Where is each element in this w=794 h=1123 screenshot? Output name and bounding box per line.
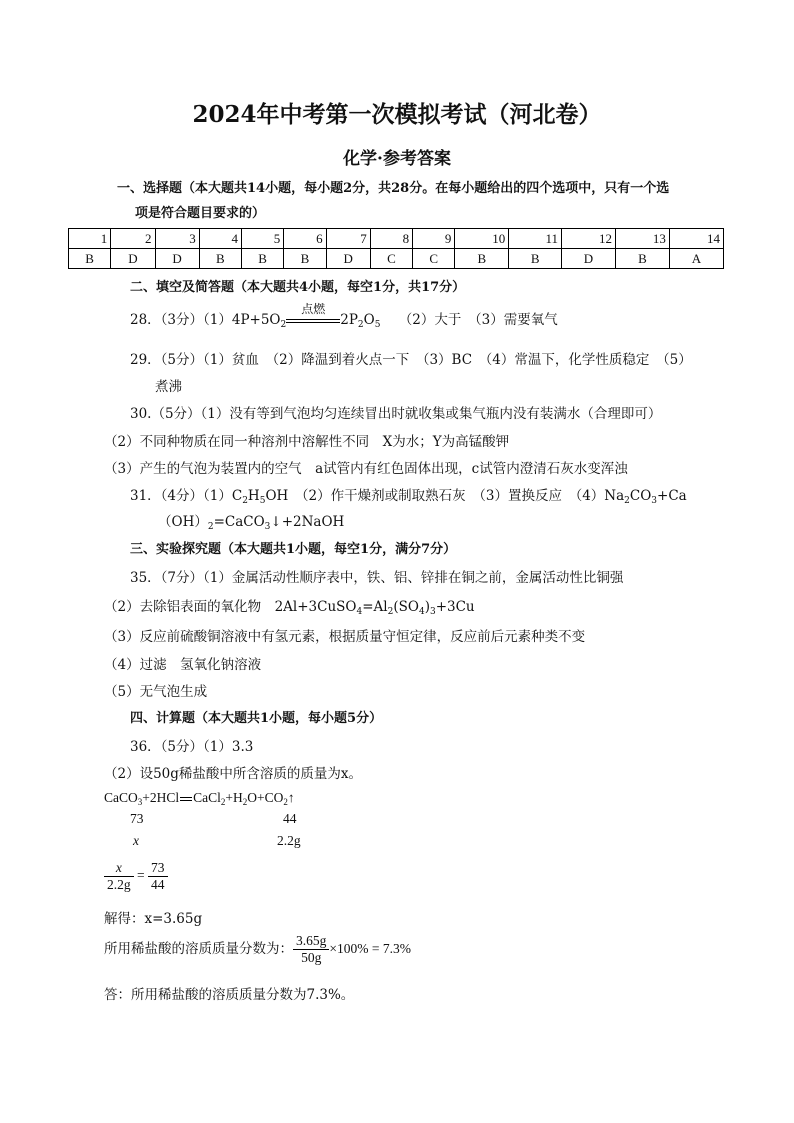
question-number-cell: 2: [111, 229, 155, 249]
denominator: 50g: [301, 950, 322, 965]
q35-text: ): [424, 599, 430, 615]
denominator: 44: [151, 877, 165, 892]
section1-heading-line2: 项是符合题目要求的）: [135, 206, 266, 221]
question-number-cell: 14: [669, 229, 723, 249]
numerator: x: [104, 860, 134, 877]
subscript: 4: [418, 607, 425, 617]
question-number-cell: 7: [326, 229, 370, 249]
q35-text: (SO: [393, 599, 419, 615]
answer-cell: D: [111, 249, 155, 269]
q31-line2: [158, 510, 344, 532]
section4-heading: 四、计算题（本大题共1小题，每小题5分）: [130, 711, 383, 726]
q35-line3: （3）反应前硫酸铜溶液中有氢元素，根据质量守恒定律，反应前后元素种类不变: [104, 629, 586, 645]
answer-cell: D: [155, 249, 199, 269]
chemical-equation: [104, 790, 295, 807]
q31-text: OH （2）作干燥剂或制取熟石灰 （3）置换反应 （4）Na: [265, 488, 625, 504]
q35-line4: （4）过滤 氢氧化钠溶液: [104, 657, 262, 673]
q28-product: 2P: [340, 312, 358, 328]
numerator: 3.65g: [293, 933, 329, 950]
q31-text: H: [247, 488, 260, 504]
subscript: 2: [242, 496, 248, 506]
subscript: 2: [624, 496, 630, 506]
section1-heading-line1: 一、选择题（本大题共14小题，每小题2分，共28分。在每小题给出的四个选项中，只有一个选: [117, 181, 670, 196]
question-number-cell: 10: [455, 229, 509, 249]
answer-table-number-row: [69, 229, 724, 249]
percentage-suffix: ×100% = 7.3%: [329, 941, 411, 956]
q31-line1: [130, 484, 687, 506]
q31-text: CO: [629, 488, 652, 504]
subscript: 2: [387, 607, 394, 617]
q29-line2: 煮沸: [155, 379, 182, 395]
q35-text: =Al: [362, 599, 388, 615]
answer-cell: A: [669, 249, 723, 269]
q28-o: O: [363, 312, 375, 328]
fraction-right: [148, 860, 168, 893]
mass-2-2g: 2.2g: [277, 833, 301, 848]
subscript: 3: [137, 797, 143, 807]
denominator: 2.2g: [107, 877, 131, 892]
subscript: 4: [356, 607, 363, 617]
eq-text: ↑: [287, 790, 295, 805]
answer-cell: B: [615, 249, 669, 269]
section3-heading: 三、实验探究题（本大题共1小题，每空1分，满分7分）: [130, 542, 457, 557]
subscript: 2: [242, 797, 248, 807]
q35-text: （2）去除铝表面的氧化物 2Al+3CuSO: [104, 599, 357, 615]
subscript: 5: [374, 320, 381, 330]
q30-line1: 30.（5分）（1）没有等到气泡均匀连续冒出时就收集或集气瓶内没有装满水（合理即可）: [130, 406, 662, 422]
q31-text: （OH）: [158, 514, 208, 530]
q31-text: =CaCO: [213, 514, 265, 530]
proportion: [104, 860, 168, 893]
question-number-cell: 9: [413, 229, 455, 249]
question-number-cell: 6: [284, 229, 326, 249]
page-subtitle: 化学·参考答案: [343, 149, 451, 169]
eq-text: O+CO: [247, 790, 284, 805]
q36-line2: （2）设50g稀盐酸中所含溶质的质量为x。: [104, 766, 363, 782]
eq-text: CaCO: [104, 790, 138, 805]
subscript: 5: [259, 496, 266, 506]
question-number-cell: 13: [615, 229, 669, 249]
subscript: 2: [357, 320, 364, 330]
answer-table: [68, 228, 724, 269]
answer-cell: D: [562, 249, 616, 269]
q29-line1: 29．（5分）（1）贫血 （2）降温到着火点一下 （3）BC （4）常温下，化学性质稳定 （5）: [130, 352, 692, 368]
question-number-cell: 1: [69, 229, 111, 249]
subscript: 3: [264, 522, 271, 532]
q35-line1: 35．（7分）（1）金属活动性顺序表中，铁、铝、锌排在铜之前，金属活动性比铜强: [130, 570, 624, 586]
q28-answer: [130, 302, 558, 330]
answer-cell: B: [284, 249, 326, 269]
page-title: 2024年中考第一次模拟考试（河北卷）: [192, 101, 602, 128]
question-number-cell: 5: [242, 229, 284, 249]
answer-cell: B: [242, 249, 284, 269]
molar-mass-73: 73: [130, 811, 144, 826]
eq-text: +H: [225, 790, 243, 805]
answer-cell: B: [455, 249, 509, 269]
percentage-line: [104, 933, 411, 966]
answer-cell: C: [370, 249, 412, 269]
q31-text: +Ca: [657, 488, 687, 504]
eq-text: +2HCl: [142, 790, 180, 805]
subscript: 2: [280, 320, 287, 330]
q30-line2: （2）不同种物质在同一种溶剂中溶解性不同 X为水；Y为高锰酸钾: [104, 434, 510, 450]
q28-prefix: 28．（3分）（1）4P+5O: [130, 312, 281, 328]
eq-text: CaCl: [193, 790, 221, 805]
q35-line2: [104, 595, 475, 617]
percentage-fraction: [293, 933, 329, 966]
subscript: 3: [651, 496, 658, 506]
mass-x: x: [133, 833, 139, 848]
equals-sign: [286, 319, 340, 323]
question-number-cell: 4: [199, 229, 241, 249]
fraction-left: [104, 860, 134, 893]
answer-cell: B: [69, 249, 111, 269]
subscript: 2: [207, 522, 214, 532]
answer-cell: D: [326, 249, 370, 269]
subscript: 2: [220, 797, 226, 807]
q28-rest: （2）大于 （3）需要氧气: [398, 312, 558, 328]
condition-text: 点燃: [301, 302, 326, 316]
question-number-cell: 8: [370, 229, 412, 249]
q31-text: ↓+2NaOH: [270, 514, 345, 530]
q36-line1: 36．（5分）（1）3.3: [130, 739, 254, 755]
answer-cell: B: [199, 249, 241, 269]
subscript: 3: [429, 607, 436, 617]
numerator: 73: [148, 860, 168, 877]
q30-line3: （3）产生的气泡为装置内的空气 a试管内有红色固体出现，c试管内澄清石灰水变浑浊: [104, 461, 628, 477]
equals-sign: [180, 797, 192, 801]
final-answer: 答：所用稀盐酸的溶质质量分数为7.3%。: [104, 987, 355, 1003]
reaction-condition: [286, 302, 340, 328]
answer-cell: C: [413, 249, 455, 269]
solve-line: 解得：x=3.65g: [104, 911, 203, 927]
answer-table-answer-row: [69, 249, 724, 269]
section2-heading: 二、填空及简答题（本大题共4小题，每空1分，共17分）: [130, 280, 466, 295]
q31-text: 31．（4分）（1）C: [130, 488, 243, 504]
question-number-cell: 3: [155, 229, 199, 249]
subscript: 2: [283, 797, 288, 807]
question-number-cell: 11: [509, 229, 562, 249]
answer-cell: B: [509, 249, 562, 269]
percentage-prefix: 所用稀盐酸的溶质质量分数为：: [104, 941, 293, 957]
equals: =: [137, 867, 145, 883]
q35-text: +3Cu: [435, 599, 475, 615]
question-number-cell: 12: [562, 229, 616, 249]
q35-line5: （5）无气泡生成: [104, 684, 208, 700]
molar-mass-44: 44: [283, 811, 297, 826]
